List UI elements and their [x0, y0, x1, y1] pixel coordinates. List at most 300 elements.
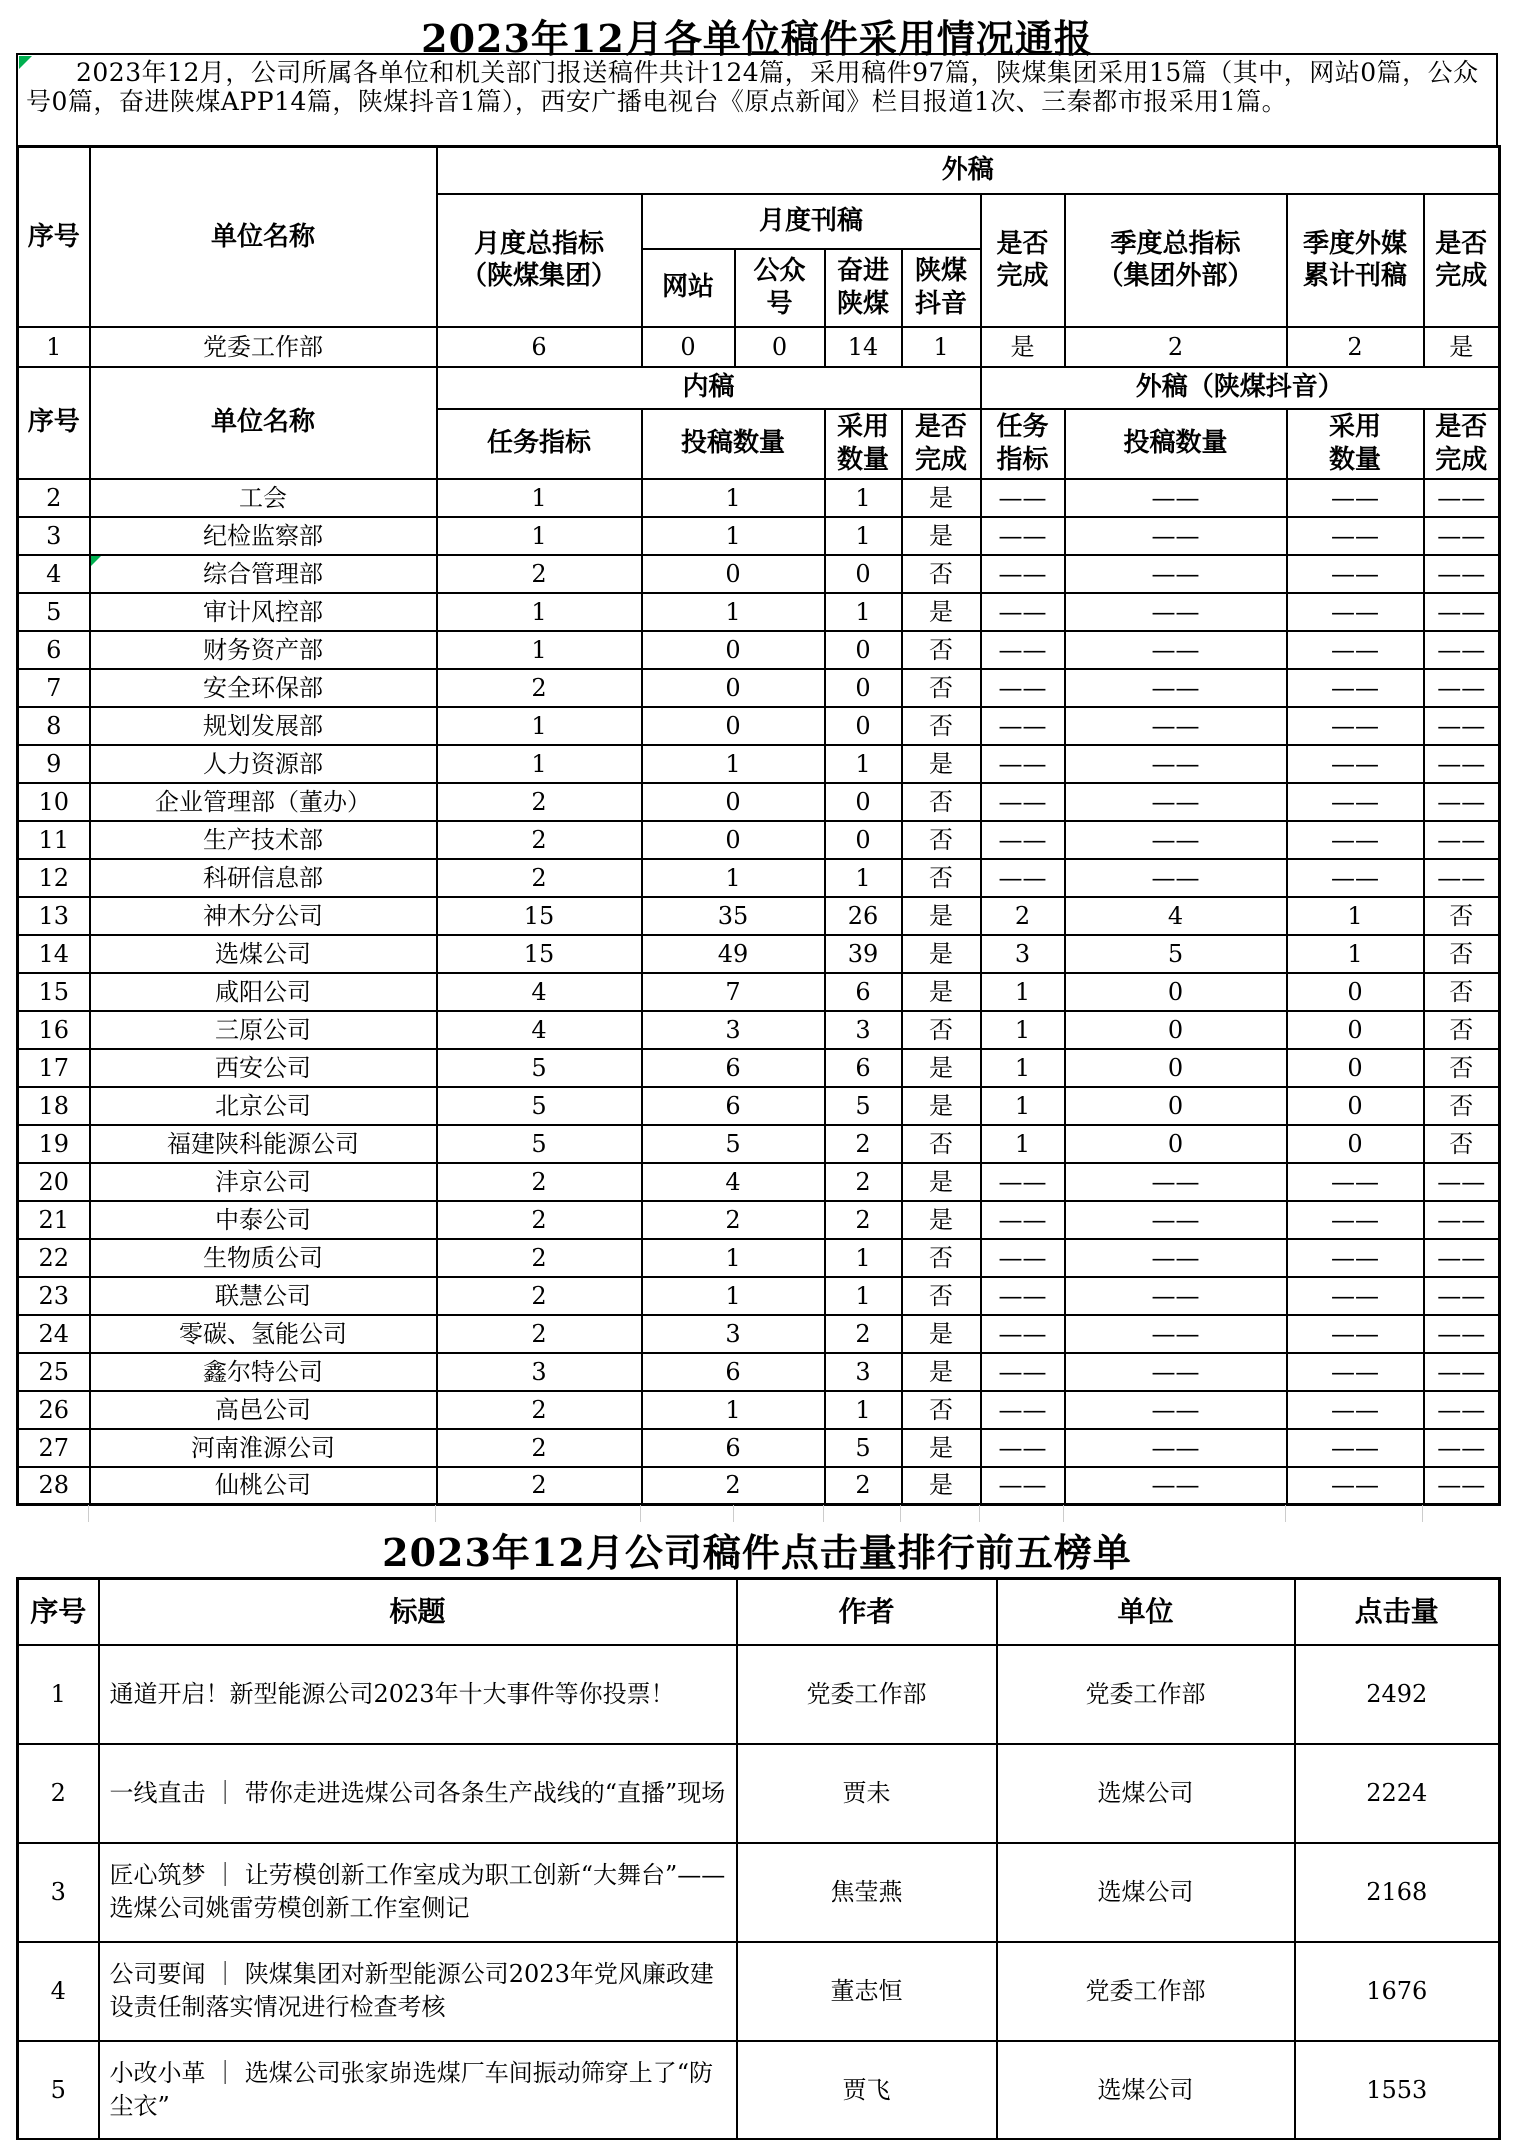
- cell[interactable]: 5: [437, 1125, 642, 1163]
- header-task-out[interactable]: 任务 指标: [981, 409, 1065, 479]
- cell[interactable]: 财务资产部: [90, 631, 437, 669]
- cell[interactable]: 小改小革 ｜ 选煤公司张家峁选煤厂车间振动筛穿上了“防尘衣”: [99, 2041, 737, 2140]
- cell[interactable]: 审计风控部: [90, 593, 437, 631]
- cell[interactable]: ——: [1065, 859, 1287, 897]
- cell[interactable]: 规划发展部: [90, 707, 437, 745]
- cell[interactable]: ——: [1424, 859, 1500, 897]
- cell[interactable]: 3: [825, 1011, 902, 1049]
- cell[interactable]: 1676: [1295, 1942, 1500, 2041]
- cell[interactable]: 4: [18, 555, 90, 593]
- cell[interactable]: 0: [642, 669, 825, 707]
- cell[interactable]: 0: [1287, 1087, 1424, 1125]
- cell[interactable]: 安全环保部: [90, 669, 437, 707]
- cell[interactable]: ——: [1065, 631, 1287, 669]
- cell[interactable]: 党委工作部: [90, 327, 437, 367]
- cell[interactable]: ——: [981, 745, 1065, 783]
- cell[interactable]: ——: [1287, 669, 1424, 707]
- cell[interactable]: ——: [1287, 1391, 1424, 1429]
- cell[interactable]: ——: [981, 1239, 1065, 1277]
- header-rank-danwei[interactable]: 单位: [997, 1579, 1295, 1645]
- cell[interactable]: 否: [902, 1011, 981, 1049]
- cell[interactable]: 福建陕科能源公司: [90, 1125, 437, 1163]
- cell[interactable]: 0: [1065, 1049, 1287, 1087]
- cell[interactable]: 6: [642, 1049, 825, 1087]
- cell[interactable]: 是: [902, 897, 981, 935]
- cell[interactable]: 选煤公司: [997, 1843, 1295, 1942]
- cell[interactable]: 是: [902, 1429, 981, 1467]
- cell[interactable]: ——: [981, 707, 1065, 745]
- cell[interactable]: 否: [902, 555, 981, 593]
- cell[interactable]: ——: [1287, 1277, 1424, 1315]
- cell[interactable]: 2: [1287, 327, 1424, 367]
- header-monthly-pub[interactable]: 月度刊稿: [642, 194, 981, 249]
- cell[interactable]: ——: [1287, 1163, 1424, 1201]
- cell[interactable]: 河南淮源公司: [90, 1429, 437, 1467]
- cell[interactable]: 1: [981, 1125, 1065, 1163]
- cell[interactable]: 公司要闻 ｜ 陕煤集团对新型能源公司2023年党风廉政建设责任制落实情况进行检查考核: [99, 1942, 737, 2041]
- header-site[interactable]: 网站: [642, 249, 735, 327]
- cell[interactable]: 中泰公司: [90, 1201, 437, 1239]
- cell[interactable]: 0: [1065, 1011, 1287, 1049]
- cell[interactable]: 2: [437, 555, 642, 593]
- cell[interactable]: 一线直击 ｜ 带你走进选煤公司各条生产战线的“直播”现场: [99, 1744, 737, 1843]
- cell[interactable]: ——: [1287, 1353, 1424, 1391]
- cell[interactable]: ——: [1065, 1239, 1287, 1277]
- cell[interactable]: 1: [825, 1391, 902, 1429]
- header-unit-2[interactable]: 单位名称: [90, 367, 437, 479]
- cell[interactable]: 生产技术部: [90, 821, 437, 859]
- cell[interactable]: ——: [1065, 593, 1287, 631]
- cell[interactable]: 26: [825, 897, 902, 935]
- ranking-title[interactable]: 2023年12月公司稿件点击量排行前五榜单: [382, 1530, 1132, 1575]
- header-adopt-out[interactable]: 采用 数量: [1287, 409, 1424, 479]
- cell[interactable]: ——: [1424, 1239, 1500, 1277]
- cell[interactable]: 否: [902, 1277, 981, 1315]
- cell[interactable]: 1: [437, 745, 642, 783]
- cell[interactable]: 联慧公司: [90, 1277, 437, 1315]
- header-quarter-total[interactable]: 季度总指标 （集团外部）: [1065, 194, 1287, 327]
- cell[interactable]: 2: [437, 669, 642, 707]
- cell[interactable]: ——: [1424, 1467, 1500, 1505]
- cell[interactable]: ——: [1287, 1429, 1424, 1467]
- cell[interactable]: 15: [437, 935, 642, 973]
- header-submit-in[interactable]: 投稿数量: [642, 409, 825, 479]
- cell[interactable]: ——: [981, 1467, 1065, 1505]
- cell[interactable]: 2: [437, 1239, 642, 1277]
- cell[interactable]: 是: [902, 1087, 981, 1125]
- cell[interactable]: 6: [825, 973, 902, 1011]
- cell[interactable]: 5: [18, 2041, 99, 2140]
- cell[interactable]: 7: [18, 669, 90, 707]
- cell[interactable]: 19: [18, 1125, 90, 1163]
- cell[interactable]: 0: [825, 783, 902, 821]
- cell[interactable]: ——: [981, 859, 1065, 897]
- cell[interactable]: ——: [1287, 1239, 1424, 1277]
- header-adopt-in[interactable]: 采用 数量: [825, 409, 902, 479]
- cell[interactable]: 5: [437, 1087, 642, 1125]
- cell[interactable]: 咸阳公司: [90, 973, 437, 1011]
- cell[interactable]: 是: [981, 327, 1065, 367]
- cell[interactable]: 1: [437, 631, 642, 669]
- cell[interactable]: 1: [981, 973, 1065, 1011]
- cell[interactable]: 2: [437, 1391, 642, 1429]
- cell[interactable]: ——: [1065, 821, 1287, 859]
- cell[interactable]: 3: [642, 1315, 825, 1353]
- cell[interactable]: ——: [1424, 479, 1500, 517]
- cell[interactable]: 1553: [1295, 2041, 1500, 2140]
- cell[interactable]: 27: [18, 1429, 90, 1467]
- cell[interactable]: 1: [437, 707, 642, 745]
- cell[interactable]: ——: [1065, 1467, 1287, 1505]
- header-task-in[interactable]: 任务指标: [437, 409, 642, 479]
- cell[interactable]: 1: [825, 859, 902, 897]
- cell[interactable]: 1: [825, 1277, 902, 1315]
- cell[interactable]: 1: [981, 1087, 1065, 1125]
- cell[interactable]: 否: [902, 821, 981, 859]
- cell[interactable]: 鑫尔特公司: [90, 1353, 437, 1391]
- cell[interactable]: ——: [1287, 479, 1424, 517]
- cell[interactable]: 党委工作部: [737, 1645, 997, 1744]
- cell[interactable]: 2: [825, 1467, 902, 1505]
- cell[interactable]: 1: [642, 1277, 825, 1315]
- cell[interactable]: 贾飞: [737, 2041, 997, 2140]
- cell[interactable]: 3: [825, 1353, 902, 1391]
- cell[interactable]: ——: [1424, 783, 1500, 821]
- cell[interactable]: 2: [437, 1277, 642, 1315]
- cell[interactable]: 1: [18, 327, 90, 367]
- cell[interactable]: 纪检监察部: [90, 517, 437, 555]
- cell[interactable]: 0: [735, 327, 825, 367]
- cell[interactable]: ——: [1287, 821, 1424, 859]
- cell[interactable]: ——: [981, 631, 1065, 669]
- cell[interactable]: 2: [437, 859, 642, 897]
- cell[interactable]: ——: [1287, 1467, 1424, 1505]
- cell[interactable]: 4: [437, 973, 642, 1011]
- cell[interactable]: 否: [902, 1125, 981, 1163]
- cell[interactable]: 23: [18, 1277, 90, 1315]
- header-waigao[interactable]: 外稿: [437, 147, 1500, 194]
- cell[interactable]: ——: [981, 1201, 1065, 1239]
- cell[interactable]: 1: [825, 593, 902, 631]
- cell[interactable]: 14: [825, 327, 902, 367]
- header-waigao-douyin[interactable]: 外稿（陕煤抖音）: [981, 367, 1500, 409]
- cell[interactable]: 否: [1424, 897, 1500, 935]
- cell[interactable]: 1: [1287, 935, 1424, 973]
- cell[interactable]: 4: [1065, 897, 1287, 935]
- cell[interactable]: 选煤公司: [90, 935, 437, 973]
- cell[interactable]: 2168: [1295, 1843, 1500, 1942]
- cell[interactable]: ——: [1065, 707, 1287, 745]
- cell[interactable]: ——: [1424, 669, 1500, 707]
- cell[interactable]: 1: [642, 593, 825, 631]
- cell[interactable]: 18: [18, 1087, 90, 1125]
- cell[interactable]: ——: [1287, 783, 1424, 821]
- cell[interactable]: 董志恒: [737, 1942, 997, 2041]
- cell[interactable]: 25: [18, 1353, 90, 1391]
- cell[interactable]: 6: [437, 327, 642, 367]
- cell[interactable]: 1: [825, 517, 902, 555]
- cell[interactable]: 35: [642, 897, 825, 935]
- cell[interactable]: 否: [902, 707, 981, 745]
- header-rank-dianjiliang[interactable]: 点击量: [1295, 1579, 1500, 1645]
- cell[interactable]: ——: [981, 555, 1065, 593]
- cell[interactable]: 是: [902, 1201, 981, 1239]
- cell[interactable]: 否: [1424, 1125, 1500, 1163]
- cell[interactable]: 焦莹燕: [737, 1843, 997, 1942]
- cell[interactable]: ——: [1424, 707, 1500, 745]
- cell[interactable]: 1: [981, 1011, 1065, 1049]
- intro-cell[interactable]: [16, 53, 1498, 145]
- header-rank-biaoti[interactable]: 标题: [99, 1579, 737, 1645]
- cell[interactable]: 否: [902, 669, 981, 707]
- cell[interactable]: ——: [1424, 1163, 1500, 1201]
- cell[interactable]: 党委工作部: [997, 1645, 1295, 1744]
- cell[interactable]: 否: [902, 859, 981, 897]
- cell[interactable]: 否: [1424, 935, 1500, 973]
- cell[interactable]: 2: [437, 821, 642, 859]
- cell[interactable]: 通道开启！新型能源公司2023年十大事件等你投票！: [99, 1645, 737, 1744]
- cell[interactable]: 选煤公司: [997, 2041, 1295, 2140]
- cell[interactable]: 2: [437, 1429, 642, 1467]
- cell[interactable]: 14: [18, 935, 90, 973]
- cell[interactable]: 15: [437, 897, 642, 935]
- cell[interactable]: 26: [18, 1391, 90, 1429]
- cell[interactable]: ——: [1287, 517, 1424, 555]
- header-submit-out[interactable]: 投稿数量: [1065, 409, 1287, 479]
- header-xuhao-1[interactable]: 序号: [18, 147, 90, 327]
- cell[interactable]: 1: [825, 1239, 902, 1277]
- cell[interactable]: 0: [642, 555, 825, 593]
- cell[interactable]: 21: [18, 1201, 90, 1239]
- cell[interactable]: 是: [902, 1353, 981, 1391]
- cell[interactable]: 0: [642, 783, 825, 821]
- cell[interactable]: 1: [642, 1391, 825, 1429]
- cell[interactable]: 1: [437, 517, 642, 555]
- cell[interactable]: ——: [1065, 783, 1287, 821]
- cell[interactable]: 0: [825, 707, 902, 745]
- cell[interactable]: 是: [902, 593, 981, 631]
- cell[interactable]: 综合管理部: [90, 555, 437, 593]
- cell[interactable]: 2: [437, 1315, 642, 1353]
- header-gongzhonghao[interactable]: 公众 号: [735, 249, 825, 327]
- header-quarter-done[interactable]: 是否 完成: [1424, 194, 1500, 327]
- cell[interactable]: 高邑公司: [90, 1391, 437, 1429]
- cell[interactable]: 16: [18, 1011, 90, 1049]
- cell[interactable]: ——: [981, 1391, 1065, 1429]
- cell[interactable]: 党委工作部: [997, 1942, 1295, 2041]
- cell[interactable]: ——: [1424, 1315, 1500, 1353]
- cell[interactable]: 5: [437, 1049, 642, 1087]
- cell[interactable]: 1: [437, 593, 642, 631]
- cell[interactable]: ——: [1424, 1391, 1500, 1429]
- header-month-done[interactable]: 是否 完成: [981, 194, 1065, 327]
- cell[interactable]: 是: [902, 745, 981, 783]
- cell[interactable]: 三原公司: [90, 1011, 437, 1049]
- cell[interactable]: ——: [981, 1429, 1065, 1467]
- cell[interactable]: 1: [642, 517, 825, 555]
- cell[interactable]: 0: [1287, 1049, 1424, 1087]
- cell[interactable]: 0: [642, 327, 735, 367]
- cell[interactable]: 17: [18, 1049, 90, 1087]
- cell[interactable]: ——: [1065, 1429, 1287, 1467]
- cell[interactable]: ——: [1424, 821, 1500, 859]
- cell[interactable]: 2: [437, 783, 642, 821]
- cell[interactable]: ——: [981, 479, 1065, 517]
- cell[interactable]: 2: [825, 1315, 902, 1353]
- cell[interactable]: ——: [1065, 1277, 1287, 1315]
- cell[interactable]: 6: [18, 631, 90, 669]
- cell[interactable]: 6: [825, 1049, 902, 1087]
- cell[interactable]: 2: [437, 1467, 642, 1505]
- cell[interactable]: ——: [1287, 631, 1424, 669]
- cell[interactable]: 1: [642, 479, 825, 517]
- cell[interactable]: 2: [18, 1744, 99, 1843]
- cell[interactable]: 2: [825, 1125, 902, 1163]
- cell[interactable]: 6: [642, 1087, 825, 1125]
- cell[interactable]: 零碳、氢能公司: [90, 1315, 437, 1353]
- cell[interactable]: 是: [902, 1467, 981, 1505]
- cell[interactable]: ——: [1424, 517, 1500, 555]
- cell[interactable]: ——: [1424, 1429, 1500, 1467]
- cell[interactable]: 0: [1065, 1125, 1287, 1163]
- cell[interactable]: 15: [18, 973, 90, 1011]
- cell[interactable]: ——: [981, 517, 1065, 555]
- cell[interactable]: 生物质公司: [90, 1239, 437, 1277]
- cell[interactable]: 2: [18, 479, 90, 517]
- header-done-out[interactable]: 是否 完成: [1424, 409, 1500, 479]
- cell[interactable]: 2: [981, 897, 1065, 935]
- cell[interactable]: 科研信息部: [90, 859, 437, 897]
- cell[interactable]: ——: [1287, 593, 1424, 631]
- cell[interactable]: 5: [825, 1087, 902, 1125]
- cell[interactable]: 2224: [1295, 1744, 1500, 1843]
- cell[interactable]: ——: [981, 1353, 1065, 1391]
- cell[interactable]: 否: [1424, 1087, 1500, 1125]
- cell[interactable]: ——: [1287, 1201, 1424, 1239]
- cell[interactable]: 是: [902, 973, 981, 1011]
- cell[interactable]: 0: [1065, 973, 1287, 1011]
- cell[interactable]: 2: [825, 1201, 902, 1239]
- cell[interactable]: 选煤公司: [997, 1744, 1295, 1843]
- cell[interactable]: ——: [1065, 479, 1287, 517]
- header-rank-xuhao[interactable]: 序号: [18, 1579, 99, 1645]
- header-douyin[interactable]: 陕煤 抖音: [902, 249, 981, 327]
- cell[interactable]: 0: [642, 821, 825, 859]
- cell[interactable]: ——: [1065, 745, 1287, 783]
- cell[interactable]: ——: [1065, 555, 1287, 593]
- cell[interactable]: 1: [902, 327, 981, 367]
- cell[interactable]: 是: [902, 517, 981, 555]
- cell[interactable]: ——: [1065, 517, 1287, 555]
- cell[interactable]: ——: [1424, 1277, 1500, 1315]
- cell[interactable]: ——: [981, 1315, 1065, 1353]
- cell[interactable]: 否: [902, 631, 981, 669]
- cell[interactable]: 1: [642, 859, 825, 897]
- header-done-in[interactable]: 是否 完成: [902, 409, 981, 479]
- cell[interactable]: 2: [642, 1467, 825, 1505]
- cell[interactable]: 0: [825, 821, 902, 859]
- cell[interactable]: 39: [825, 935, 902, 973]
- cell[interactable]: ——: [981, 593, 1065, 631]
- cell[interactable]: 28: [18, 1467, 90, 1505]
- cell[interactable]: 1: [1287, 897, 1424, 935]
- cell[interactable]: 0: [825, 631, 902, 669]
- cell[interactable]: ——: [981, 783, 1065, 821]
- cell[interactable]: 2: [437, 1163, 642, 1201]
- cell[interactable]: 3: [18, 1843, 99, 1942]
- cell[interactable]: 0: [642, 631, 825, 669]
- cell[interactable]: 0: [1287, 973, 1424, 1011]
- cell[interactable]: 1: [642, 1239, 825, 1277]
- cell[interactable]: 0: [1287, 1011, 1424, 1049]
- header-monthly-total[interactable]: 月度总指标 （陕煤集团）: [437, 194, 642, 327]
- cell[interactable]: 6: [642, 1353, 825, 1391]
- page-title[interactable]: 2023年12月各单位稿件采用情况通报: [421, 16, 1093, 61]
- cell[interactable]: ——: [1424, 555, 1500, 593]
- cell[interactable]: 否: [902, 1239, 981, 1277]
- header-neigao[interactable]: 内稿: [437, 367, 981, 409]
- cell[interactable]: 20: [18, 1163, 90, 1201]
- cell[interactable]: 1: [825, 479, 902, 517]
- cell[interactable]: ——: [1065, 1201, 1287, 1239]
- cell[interactable]: 2: [642, 1201, 825, 1239]
- cell[interactable]: 神木分公司: [90, 897, 437, 935]
- cell[interactable]: 4: [437, 1011, 642, 1049]
- cell[interactable]: 3: [437, 1353, 642, 1391]
- cell[interactable]: ——: [981, 1277, 1065, 1315]
- cell[interactable]: 北京公司: [90, 1087, 437, 1125]
- cell[interactable]: 1: [18, 1645, 99, 1744]
- header-fenjin-app[interactable]: 奋进 陕煤: [825, 249, 902, 327]
- cell[interactable]: 1: [981, 1049, 1065, 1087]
- cell[interactable]: 匠心筑梦 ｜ 让劳模创新工作室成为职工创新“大舞台”——选煤公司姚雷劳模创新工作室侧记: [99, 1843, 737, 1942]
- cell[interactable]: 6: [642, 1429, 825, 1467]
- cell[interactable]: 2: [825, 1163, 902, 1201]
- cell[interactable]: 贾未: [737, 1744, 997, 1843]
- header-unit-1[interactable]: 单位名称: [90, 147, 437, 327]
- cell[interactable]: 是: [902, 1163, 981, 1201]
- cell[interactable]: 8: [18, 707, 90, 745]
- cell[interactable]: ——: [1424, 745, 1500, 783]
- cell[interactable]: 12: [18, 859, 90, 897]
- cell[interactable]: 49: [642, 935, 825, 973]
- cell[interactable]: ——: [1287, 1315, 1424, 1353]
- cell[interactable]: ——: [1065, 1163, 1287, 1201]
- cell[interactable]: 5: [18, 593, 90, 631]
- cell[interactable]: ——: [1065, 1353, 1287, 1391]
- cell[interactable]: 13: [18, 897, 90, 935]
- cell[interactable]: ——: [1287, 859, 1424, 897]
- cell[interactable]: 2492: [1295, 1645, 1500, 1744]
- cell[interactable]: 1: [825, 745, 902, 783]
- cell[interactable]: ——: [1424, 1201, 1500, 1239]
- cell[interactable]: 4: [642, 1163, 825, 1201]
- cell[interactable]: 2: [437, 1201, 642, 1239]
- cell[interactable]: 22: [18, 1239, 90, 1277]
- cell[interactable]: 沣京公司: [90, 1163, 437, 1201]
- cell[interactable]: 0: [642, 707, 825, 745]
- cell[interactable]: 人力资源部: [90, 745, 437, 783]
- cell[interactable]: 企业管理部（董办）: [90, 783, 437, 821]
- cell[interactable]: ——: [1424, 593, 1500, 631]
- cell[interactable]: 3: [18, 517, 90, 555]
- cell[interactable]: 3: [642, 1011, 825, 1049]
- cell[interactable]: ——: [1065, 1315, 1287, 1353]
- cell[interactable]: 0: [825, 555, 902, 593]
- cell[interactable]: 工会: [90, 479, 437, 517]
- cell[interactable]: 否: [902, 1391, 981, 1429]
- cell[interactable]: 是: [902, 1315, 981, 1353]
